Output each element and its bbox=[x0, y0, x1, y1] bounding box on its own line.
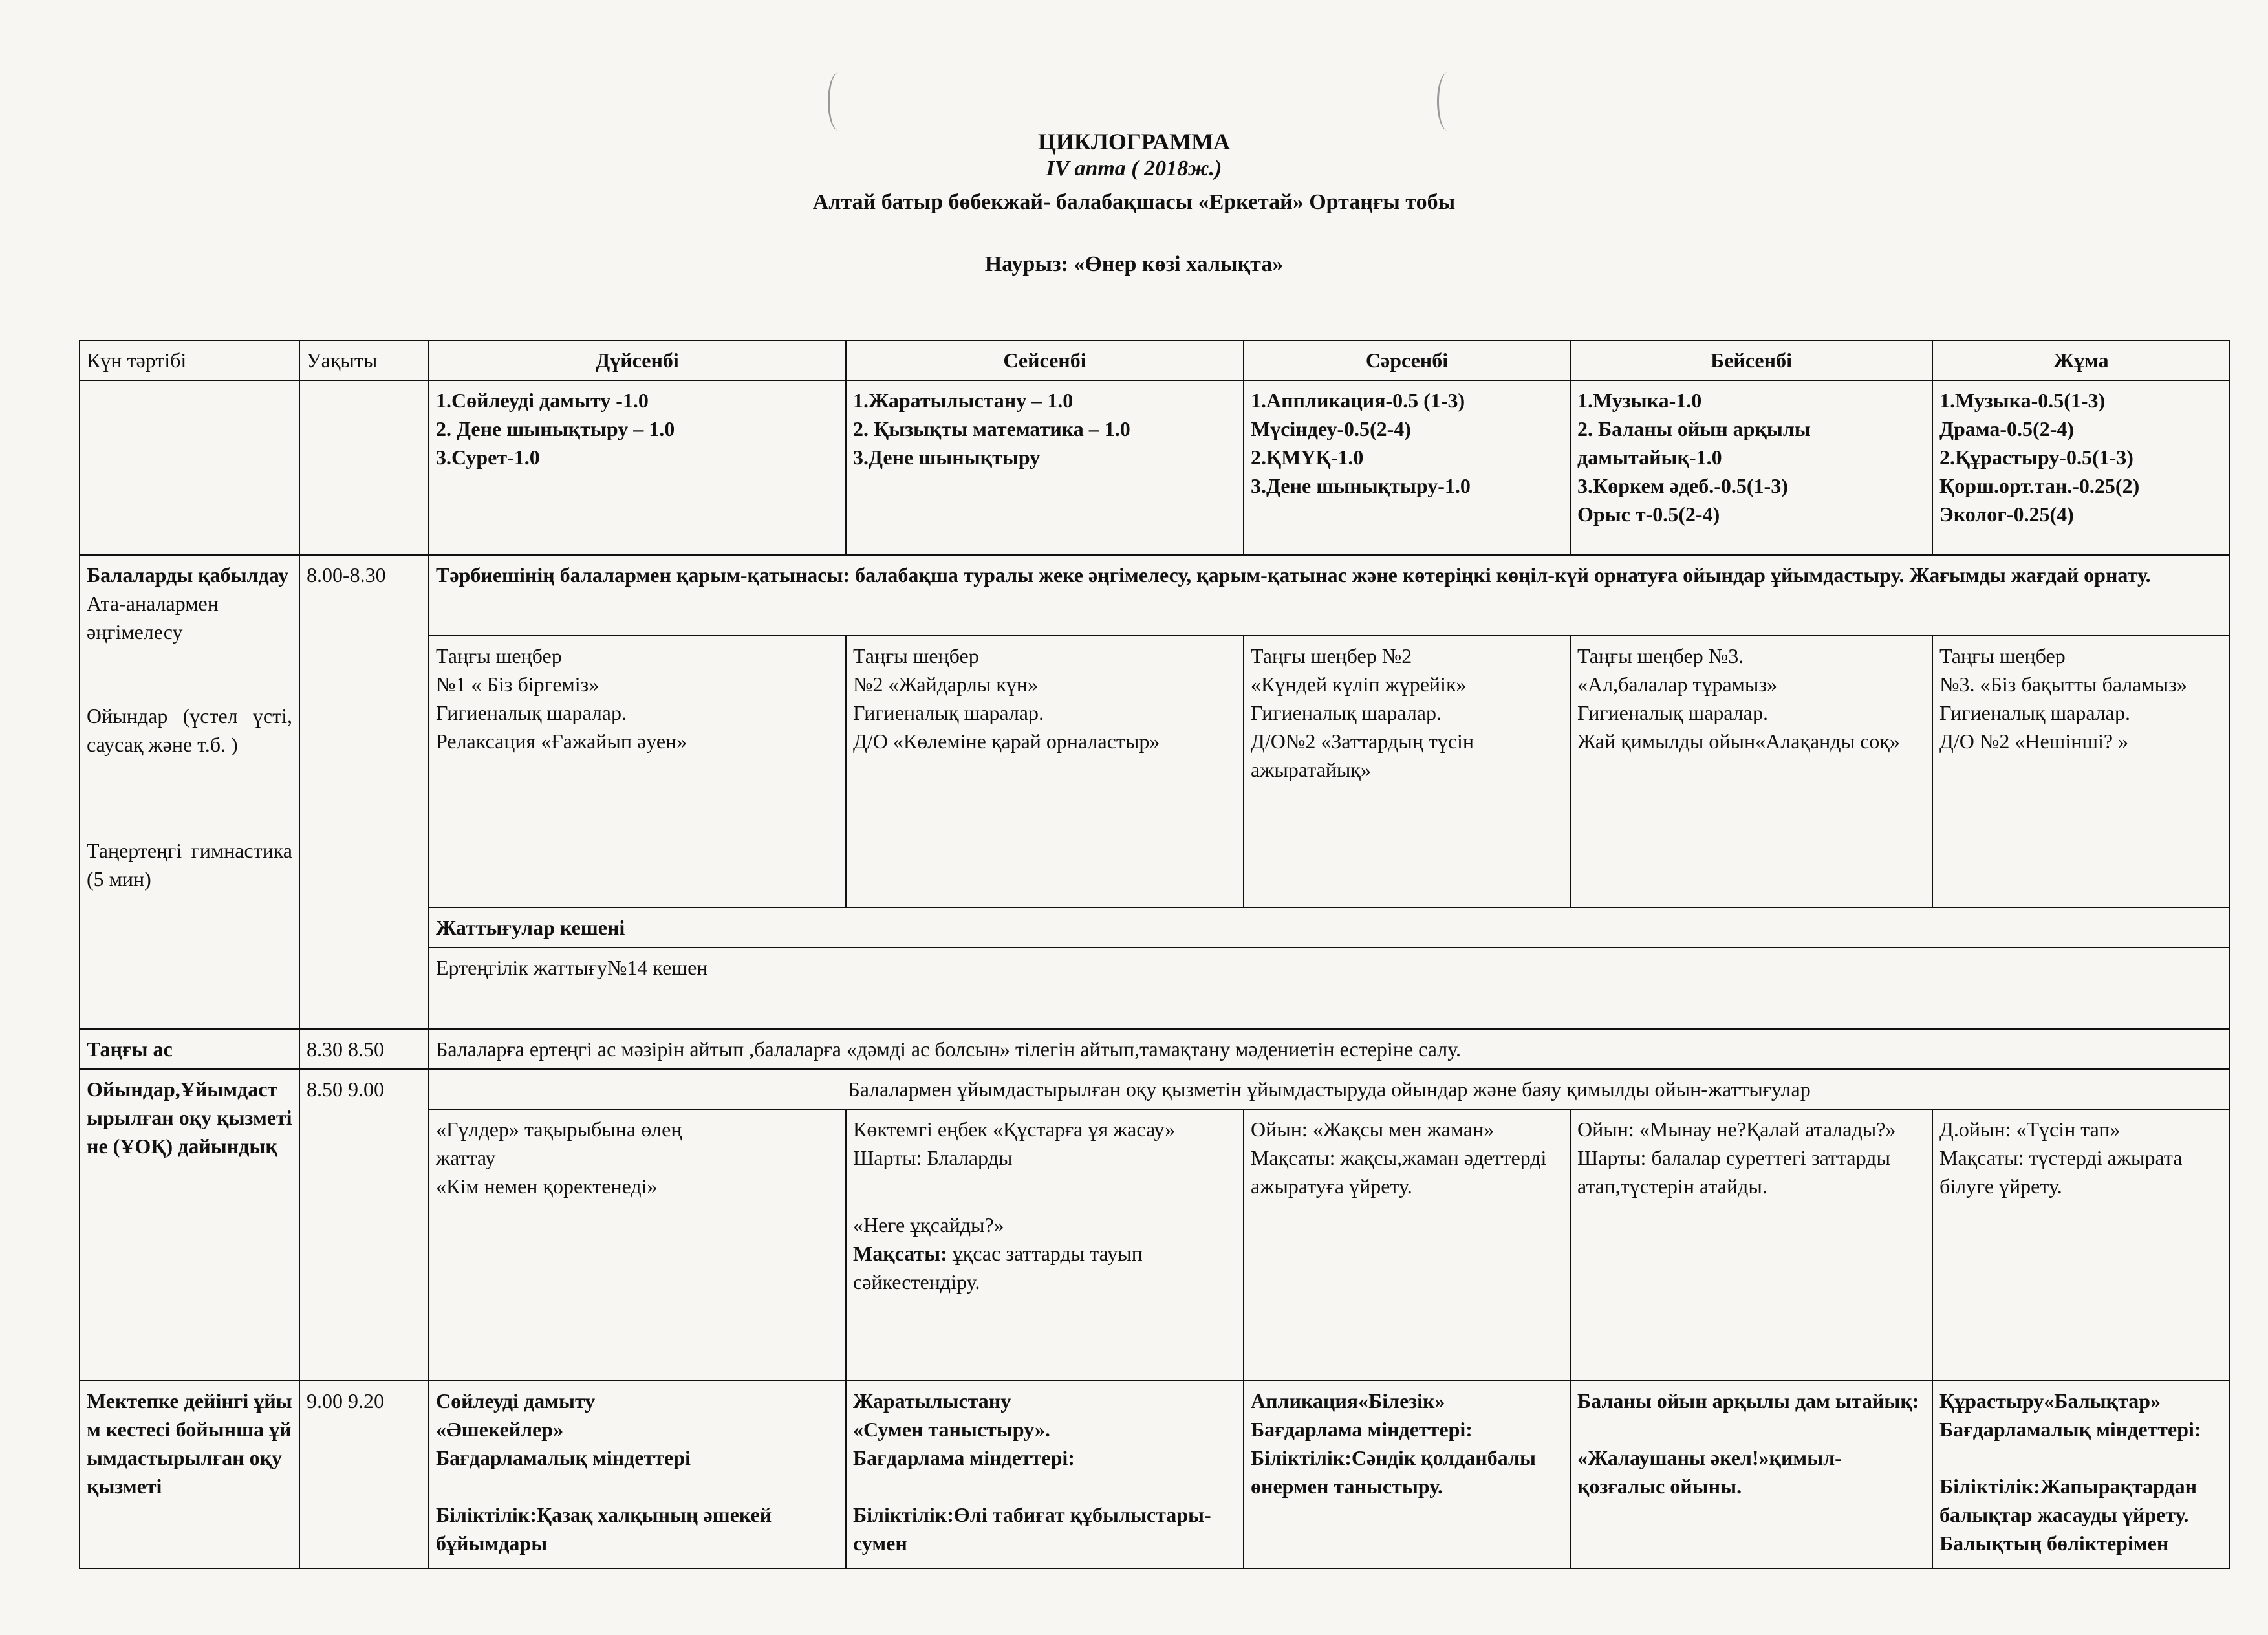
subjects-empty-time bbox=[299, 380, 429, 555]
games-wednesday: Ойын: «Жақсы мен жаман» Мақсаты: жақсы,жаман әдеттерді ажыратуға үйрету. bbox=[1244, 1109, 1570, 1381]
games-tuesday-goal-label: Мақсаты: bbox=[853, 1242, 947, 1265]
reception-time: 8.00-8.30 bbox=[299, 555, 429, 1029]
schedule-label: Мектепке дейінгі ұйым кестесі бойынша ұйымдастырылған оқу қызметі bbox=[80, 1381, 299, 1568]
reception-row bbox=[80, 555, 2230, 636]
col-header-thursday: Бейсенбі bbox=[1570, 340, 1932, 380]
reception-label-gym: Таңертеңгі гимнастика (5 мин) bbox=[87, 839, 292, 891]
subjects-thursday: 1.Музыка-1.0 2. Баланы ойын арқылы дамытайық-1.0 3.Көркем әдеб.-0.5(1-3) Орыс т-0.5(2-4) bbox=[1570, 380, 1932, 555]
reception-label-title: Балаларды қабылдау bbox=[87, 563, 289, 587]
schedule-row bbox=[80, 1381, 2230, 1568]
games-label: Ойындар,Ұйымдастырылған оқу қызметіне (ҰОҚ) дайындық bbox=[80, 1069, 299, 1381]
games-friday: Д.ойын: «Түсін тап» Мақсаты: түстерді ажырата білуге үйрету. bbox=[1932, 1109, 2230, 1381]
subjects-wednesday: 1.Аппликация-0.5 (1-3) Мүсіндеу-0.5(2-4) 2.ҚМҮҚ-1.0 3.Дене шынықтыру-1.0 bbox=[1244, 380, 1570, 555]
breakfast-label: Таңғы ас bbox=[80, 1029, 299, 1069]
games-tuesday bbox=[846, 1109, 1244, 1381]
col-header-friday: Жұма bbox=[1932, 340, 2230, 380]
schedule-monday: Сөйлеуді дамыту «Әшекейлер» Бағдарламалық міндеттері Біліктілік:Қазақ халқының әшекей бұйымдары bbox=[429, 1381, 846, 1568]
exercise-text: Ертеңгілік жаттығу№14 кешен bbox=[429, 947, 2230, 1029]
games-text: Балалармен ұйымдастырылған оқу қызметін ұйымдастыруда ойындар және баяу қимылды ойын-жаттығулар bbox=[429, 1069, 2230, 1109]
breakfast-time: 8.30 8.50 bbox=[299, 1029, 429, 1069]
page-mark-right bbox=[1437, 72, 1458, 131]
table-header-row bbox=[80, 340, 2230, 380]
week-subtitle: IV апта ( 2018ж.) bbox=[1046, 157, 1222, 180]
col-header-routine: Күн тәртібі bbox=[80, 340, 299, 380]
games-thursday: Ойын: «Мынау не?Қалай аталады?» Шарты: балалар суреттегі заттарды атап,түстерін атайды. bbox=[1570, 1109, 1932, 1381]
circle-wednesday: Таңғы шеңбер №2 «Күндей күліп жүрейік» Гигиеналық шаралар. Д/О№2 «Заттардың түсін ажыратайық» bbox=[1244, 636, 1570, 907]
games-tuesday-goal bbox=[853, 1239, 1237, 1296]
breakfast-row bbox=[80, 1029, 2230, 1069]
circle-monday: Таңғы шеңбер №1 « Біз біргеміз» Гигиеналық шаралар. Релаксация «Ғажайып әуен» bbox=[429, 636, 846, 907]
circle-friday: Таңғы шеңбер №3. «Біз бақытты баламыз» Гигиеналық шаралар. Д/О №2 «Нешінші? » bbox=[1932, 636, 2230, 907]
games-intro-row bbox=[80, 1069, 2230, 1109]
col-header-monday: Дүйсенбі bbox=[429, 340, 846, 380]
games-tuesday-game: «Неге ұқсайды?» bbox=[853, 1213, 1004, 1237]
breakfast-text: Балаларға ертеңгі ас мәзірін айтып ,балаларға «дәмді ас болсын» тілегін айтып,тамақтану мәдениетін естеріне салу. bbox=[429, 1029, 2230, 1069]
schedule-friday: Құрастыру«Балықтар» Бағдарламалық міндеттері: Біліктілік:Жапырақтардан балықтар жасауды үйрету. Балықтың бөліктерімен bbox=[1932, 1381, 2230, 1568]
page-title: ЦИКЛОГРАММА bbox=[1037, 129, 1231, 155]
reception-label-games: Ойындар (үстел үсті, саусақ және т.б. ) bbox=[87, 704, 292, 756]
games-monday: «Гүлдер» тақырыбына өлең жаттау «Кім немен қоректенеді» bbox=[429, 1109, 846, 1381]
kindergarten-group: Алтай батыр бөбекжай- балабақшасы «Еркетай» Ортаңғы тобы bbox=[812, 190, 1456, 214]
reception-text: Тәрбиешінің балалармен қарым-қатынасы: балабақша туралы жеке әңгімелесу, қарым-қатынас және көтеріңкі көңіл-күй орнатуға ойындар ұйымдастыру. Жағымды жағдай орнату. bbox=[429, 555, 2230, 636]
games-tuesday-goal-text: ұқсас заттарды тауып сәйкестендіру. bbox=[853, 1242, 1143, 1294]
schedule-thursday: Баланы ойын арқылы дам ытайық: «Жалаушаны әкел!»қимыл-қозғалыс ойыны. bbox=[1570, 1381, 1932, 1568]
schedule-table bbox=[79, 340, 2230, 1569]
reception-label bbox=[80, 555, 299, 1029]
subjects-tuesday: 1.Жаратылыстану – 1.0 2. Қызықты математика – 1.0 3.Дене шынықтыру bbox=[846, 380, 1244, 555]
schedule-wednesday: Апликация«Білезік» Бағдарлама міндеттері: Біліктілік:Сәндік қолданбалы өнермен таныстыру. bbox=[1244, 1381, 1570, 1568]
col-header-time: Уақыты bbox=[299, 340, 429, 380]
col-header-wednesday: Сәрсенбі bbox=[1244, 340, 1570, 380]
col-header-tuesday: Сейсенбі bbox=[846, 340, 1244, 380]
reception-label-parents: Ата-аналармен әңгімелесу bbox=[87, 592, 219, 644]
subjects-row bbox=[80, 380, 2230, 555]
schedule-tuesday: Жаратылыстану «Сумен таныстыру». Бағдарлама міндеттері: Біліктілік:Өлі табиғат құбылыстары- сумен bbox=[846, 1381, 1244, 1568]
page-mark-left bbox=[828, 72, 849, 131]
circle-tuesday: Таңғы шеңбер №2 «Жайдарлы күн» Гигиеналық шаралар. Д/О «Көлеміне қарай орналастыр» bbox=[846, 636, 1244, 907]
games-tuesday-top: Көктемгі еңбек «Құстарға ұя жасау» Шарты: Блаларды bbox=[853, 1118, 1176, 1169]
games-time: 8.50 9.00 bbox=[299, 1069, 429, 1381]
subjects-friday: 1.Музыка-0.5(1-3) Драма-0.5(2-4) 2.Құрастыру-0.5(1-3) Қорш.орт.тан.-0.25(2) Эколог-0.25(4) bbox=[1932, 380, 2230, 555]
subjects-empty-routine bbox=[80, 380, 299, 555]
subjects-monday: 1.Сөйлеуді дамыту -1.0 2. Дене шынықтыру – 1.0 3.Сурет-1.0 bbox=[429, 380, 846, 555]
exercise-title: Жаттығулар кешені bbox=[429, 907, 2230, 947]
month-theme: Наурыз: «Өнер көзі халықта» bbox=[984, 252, 1284, 276]
schedule-time: 9.00 9.20 bbox=[299, 1381, 429, 1568]
circle-thursday: Таңғы шеңбер №3. «Ал,балалар тұрамыз» Гигиеналық шаралар. Жай қимылды ойын«Алақанды соқ» bbox=[1570, 636, 1932, 907]
